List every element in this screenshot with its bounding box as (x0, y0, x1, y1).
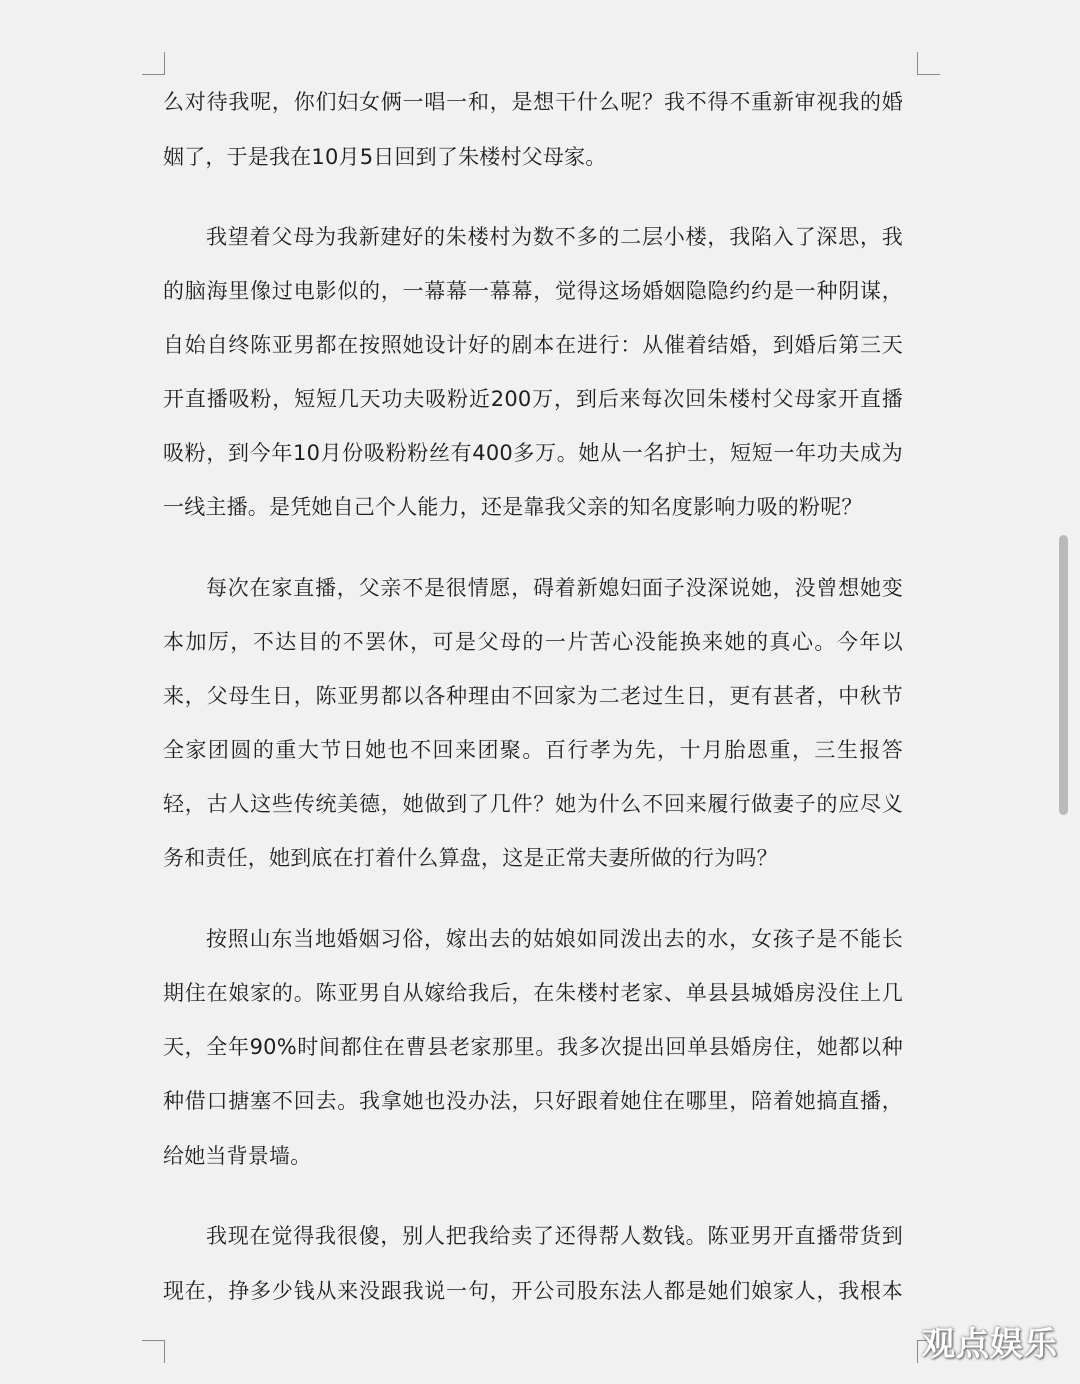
page-corner-mark-bottom-left (142, 1340, 165, 1363)
text-line: 种借口搪塞不回去。我拿她也没办法，只好跟着她住在哪里，陪着她搞直播， (163, 1089, 903, 1113)
text-line: 天，全年90%时间都住在曹县老家那里。我多次提出回单县婚房住，她都以种 (163, 1035, 903, 1059)
watermark: 观点娱乐 (922, 1324, 1058, 1363)
text-line: 我望着父母为我新建好的朱楼村为数不多的二层小楼，我陷入了深思，我 (206, 225, 903, 249)
text-line: 姻了，于是我在10月5日回到了朱楼村父母家。 (163, 145, 607, 169)
text-line: 每次在家直播，父亲不是很情愿，碍着新媳妇面子没深说她，没曾想她变 (206, 576, 903, 600)
text-line: 自始自终陈亚男都在按照她设计好的剧本在进行：从催着结婚，到婚后第三天 (163, 333, 903, 357)
vertical-scrollbar[interactable] (1059, 535, 1068, 815)
text-line: 给她当背景墙。 (163, 1144, 312, 1168)
text-line: 本加厉，不达目的不罢休，可是父母的一片苦心没能换来她的真心。今年以 (163, 630, 903, 654)
text-line: 的脑海里像过电影似的，一幕幕一幕幕，觉得这场婚姻隐隐约约是一种阴谋， (163, 279, 903, 303)
text-line: 么对待我呢，你们妇女俩一唱一和，是想干什么呢？我不得不重新审视我的婚 (163, 90, 903, 114)
text-line: 现在，挣多少钱从来没跟我说一句，开公司股东法人都是她们娘家人，我根本 (163, 1279, 903, 1303)
text-line: 按照山东当地婚姻习俗，嫁出去的姑娘如同泼出去的水，女孩子是不能长 (206, 927, 903, 951)
text-line: 全家团圆的重大节日她也不回来团聚。百行孝为先，十月胎恩重，三生报答 (163, 738, 903, 762)
text-line: 期住在娘家的。陈亚男自从嫁给我后，在朱楼村老家、单县县城婚房没住上几 (163, 981, 903, 1005)
page-corner-mark-top-left (142, 52, 165, 75)
text-line: 我现在觉得我很傻，别人把我给卖了还得帮人数钱。陈亚男开直播带货到 (206, 1224, 903, 1248)
text-line: 吸粉，到今年10月份吸粉粉丝有400多万。她从一名护士，短短一年功夫成为 (163, 441, 903, 465)
text-line: 来，父母生日，陈亚男都以各种理由不回家为二老过生日，更有甚者，中秋节 (163, 684, 903, 708)
text-line: 轻，古人这些传统美德，她做到了几件？她为什么不回来履行做妻子的应尽义 (163, 792, 903, 816)
text-line: 一线主播。是凭她自己个人能力，还是靠我父亲的知名度影响力吸的粉呢？ (163, 495, 863, 519)
text-line: 务和责任，她到底在打着什么算盘，这是正常夫妻所做的行为吗？ (163, 846, 778, 870)
text-line: 开直播吸粉，短短几天功夫吸粉近200万，到后来每次回朱楼村父母家开直播 (163, 387, 903, 411)
page-corner-mark-top-right (917, 52, 940, 75)
